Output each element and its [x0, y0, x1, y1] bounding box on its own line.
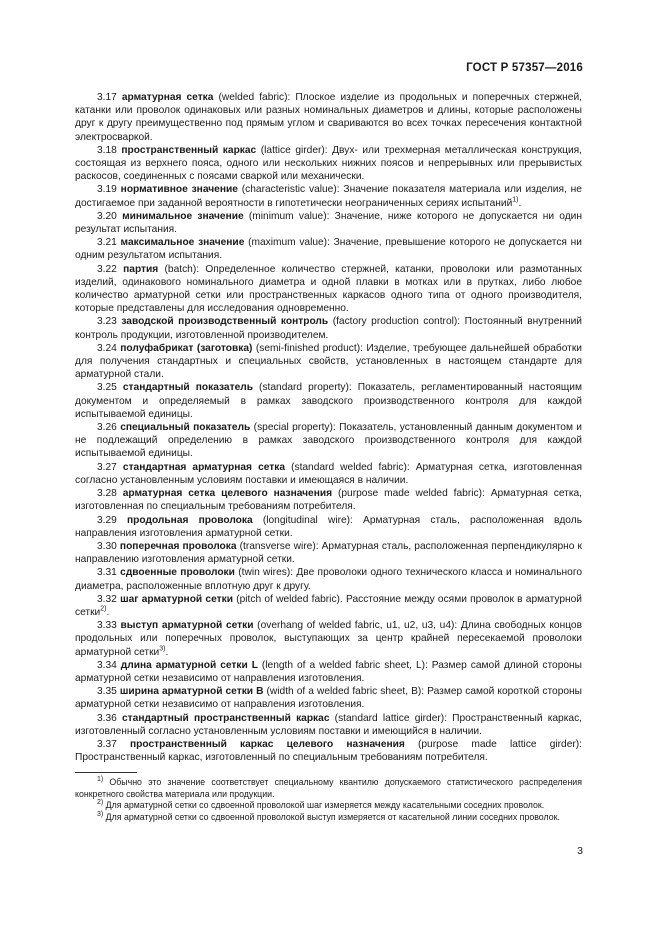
definition-term: арматурная сетка: [121, 92, 214, 103]
definition-text: (maximum value): Значение, превышение которого не допускается ни одним результатом испытания.: [75, 237, 582, 262]
definition-term: максимальное значение: [120, 237, 245, 249]
definition-tail: .: [106, 606, 110, 618]
definition-term: заводской производственный контроль: [121, 316, 329, 328]
definition-text: (pitch of welded fabric). Расстояние между осями проволок в арматурной сетки: [75, 593, 582, 618]
footnote-mark: 2): [97, 799, 104, 807]
definition-number: 3.30: [97, 540, 117, 552]
definition-term: выступ арматурной сетки: [120, 620, 254, 632]
definition-term: минимальное значение: [122, 210, 244, 222]
page-number: 3: [577, 845, 583, 857]
footnote: [75, 777, 582, 800]
definition-entry: [75, 712, 582, 738]
definition-term: пространственный каркас целевого назначения: [129, 738, 405, 750]
definition-term: ширина арматурной сетки B: [119, 686, 264, 698]
definition-number: 3.22: [97, 263, 117, 275]
definition-entry: [75, 619, 582, 659]
definition-entry: [75, 263, 582, 316]
definition-entry: [75, 236, 582, 262]
definition-text: (width of a welded fabric sheet, B): Размер самой короткой стороны арматурной сетки независимо от направления изготовления.: [75, 686, 582, 711]
definition-number: 3.29: [97, 514, 117, 526]
footnote-ref: 1): [512, 196, 519, 204]
definition-term: стандартный показатель: [122, 382, 253, 394]
definition-number: 3.34: [97, 659, 117, 671]
definition-text: (special property): Показатель, установленный данным документом и не подлежащий определению в рамках заводского производственного контроля для каждой испытываемой единицы.: [75, 422, 582, 460]
definition-text: (lattice girder): Двух- или трехмерная металлическая конструкция, состоящая из верхнего пояса, одного или нескольких нижних поясов и непрерывных или прерывистых раскосов, соединенных с поясами сваркой или механически.: [75, 144, 582, 183]
definition-term: стандартный пространственный каркас: [122, 712, 330, 724]
definition-number: 3.17: [97, 92, 117, 103]
definition-entry: [75, 685, 582, 711]
definition-text: (length of a welded fabric sheet, L): Размер самой длиной стороны арматурной сетки независимо от направления изготовления.: [75, 659, 582, 684]
definition-text: (longitudinal wire): Арматурная сталь, расположенная вдоль направления изготовления арматурной сетки.: [75, 514, 582, 539]
footnote-text: Обычно это значение соответствует специальному квантилю допускаемого статистического распределения конкретного свойства материала или продукции.: [75, 777, 582, 799]
definition-number: 3.23: [97, 316, 117, 328]
definition-number: 3.25: [97, 382, 117, 394]
definition-text: (minimum value): Значение, ниже которого не допускается ни один результат испытания.: [75, 210, 582, 236]
footnote-text: Для арматурной сетки со сдвоенной проволокой шаг измеряется между касательными соседних проволок.: [103, 800, 545, 811]
definition-term: нормативное значение: [120, 184, 238, 196]
definition-term: длина арматурной сетки L: [120, 659, 258, 671]
definition-entry: [75, 659, 582, 685]
footnote-mark: 1): [97, 776, 104, 784]
footnote-text: Для арматурной сетки со сдвоенной проволокой выступ измеряется от касательной линии соседних проволок.: [103, 811, 560, 822]
definition-entry: [75, 421, 582, 461]
definition-number: 3.26: [97, 422, 117, 434]
definition-entry: [75, 342, 582, 382]
definition-number: 3.27: [97, 461, 117, 473]
definition-tail: .: [518, 197, 522, 209]
definition-text: (welded fabric): Плоское изделие из продольных и поперечных стержней, катанки или проволок одинаковых или разных номинальных диаметров и длины, которые расположены друг к другу преимущественно под прямым углом и свариваются во всех точках пересечения контактной электросваркой.: [75, 92, 582, 143]
definition-entry: [75, 183, 582, 209]
definition-text: (semi-finished product): Изделие, требующее дальнейшей обработки для получения стандартных и специальных свойств, установленных в настоящем стандарте для арматурной стали.: [75, 342, 582, 381]
definition-text: (purpose made lattice girder): Пространственный каркас, изготовленный по специальным требованиям потребителя.: [75, 738, 582, 764]
definition-entry: [75, 461, 582, 487]
definition-text: (transverse wire): Арматурная сталь, расположенная перпендикулярно к направлению изготовления арматурной сетки.: [75, 540, 582, 566]
footnote-ref: 3): [159, 645, 166, 653]
definition-term: продольная проволока: [127, 514, 253, 526]
definition-term: полуфабрикат (заготовка): [120, 342, 253, 354]
definition-tail: .: [165, 646, 169, 658]
definitions-list: [75, 91, 582, 764]
definition-text: (batch): Определенное количество стержней, катанки, проволоки или размотанных изделий, одинакового номинального диаметра и одной плавки в мотках или в прутках, либо любое количество арматурной сетки или пространственных каркасов одного типа от одного производителя, которые представлены для исследования одновременно.: [75, 263, 582, 315]
footnote: [75, 812, 582, 824]
definition-number: 3.21: [97, 237, 117, 249]
definition-number: 3.28: [97, 488, 117, 500]
footnotes-list: [75, 777, 582, 823]
footnote-ref: 2): [100, 605, 107, 613]
definition-text: (purpose made welded fabric): Арматурная сетка, изготовленная по специальным требованиям потребителя.: [75, 488, 582, 513]
definition-entry: [75, 566, 582, 592]
definition-term: пространственный каркас: [121, 144, 257, 156]
definition-entry: [75, 514, 582, 540]
definitions-body: [75, 91, 582, 823]
definition-number: 3.37: [97, 738, 117, 750]
definition-term: стандартная арматурная сетка: [122, 461, 286, 473]
definition-number: 3.32: [97, 593, 117, 605]
definition-term: специальный показатель: [120, 422, 251, 434]
definition-entry: [75, 381, 582, 421]
definition-number: 3.36: [97, 712, 117, 724]
footnote: [75, 800, 582, 812]
definition-number: 3.35: [97, 686, 117, 698]
definition-entry: [75, 210, 582, 236]
definition-term: сдвоенные проволоки: [120, 567, 235, 579]
footnote-mark: 3): [97, 810, 104, 818]
definition-number: 3.18: [97, 144, 117, 156]
definition-number: 3.31: [97, 567, 117, 579]
definition-term: шаг арматурной сетки: [120, 593, 233, 605]
definition-number: 3.24: [97, 342, 117, 354]
definition-text: (overhang of welded fabric, u1, u2, u3, u4): Длина свободных концов продольных или поперечных проволок, выступающих за центр крайней пересекаемой проволоки арматурной сетки: [75, 620, 582, 658]
definition-text: (twin wires): Две проволоки одного технического класса и номинального диаметра, расположенные вплотную друг к другу.: [75, 567, 582, 592]
definition-entry: [75, 593, 582, 619]
footnote-separator: [75, 772, 137, 773]
definition-text: (standard welded fabric): Арматурная сетка, изготовленная согласно установленным условиям поставки и имеющаяся в наличии.: [75, 461, 582, 486]
definition-text: (standard property): Показатель, регламентированный настоящим документом и определяемый в рамках заводского производственного контроля для каждой испытываемой единицы.: [75, 382, 583, 420]
definition-text: (standard lattice girder): Пространственный каркас, изготовленный согласно установленным условиям поставки и имеющийся в наличии.: [75, 712, 582, 737]
definition-entry: [75, 738, 582, 764]
definition-entry: [75, 144, 582, 184]
definition-term: арматурная сетка целевого назначения: [122, 488, 333, 500]
definition-term: поперечная проволока: [119, 540, 237, 552]
definition-entry: [75, 315, 582, 341]
definition-entry: [75, 487, 582, 513]
definition-number: 3.19: [97, 184, 117, 196]
definition-text: (characteristic value): Значение показателя материала или изделия, не достигаемое при заданной вероятности в гипотетически неограниченных сериях испытаний: [75, 184, 582, 209]
definition-number: 3.33: [97, 620, 117, 632]
definition-text: (factory production control): Постоянный внутренний контроль продукции, изготовленной производителем.: [75, 316, 582, 341]
definition-entry: [75, 540, 582, 566]
standard-header: ГОСТ Р 57357—2016: [466, 62, 583, 74]
definition-entry: [75, 91, 582, 144]
definition-term: партия: [123, 263, 159, 275]
definition-number: 3.20: [97, 210, 117, 222]
